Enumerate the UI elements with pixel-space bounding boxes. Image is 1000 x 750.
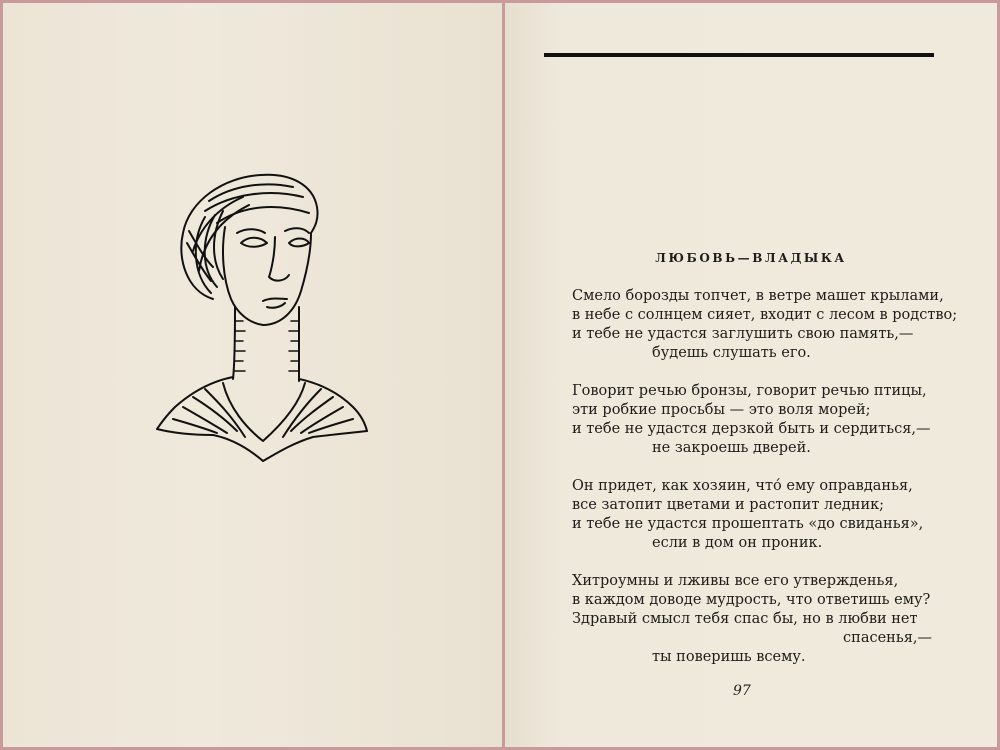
poem-line: и тебе не удастся прошептать «до свиданья»,	[572, 516, 924, 532]
stanza-2	[572, 382, 942, 458]
stanza-4	[572, 572, 942, 667]
top-rule	[544, 53, 934, 57]
portrait-illustration	[153, 171, 373, 463]
right-page	[505, 3, 997, 747]
poem-line: Он придет, как хозяин, что́ ему оправданья,	[572, 478, 913, 494]
poem-line: Говорит речью бронзы, говорит речью птицы,	[572, 383, 927, 399]
poem-line: и тебе не удастся заглушить свою память,—	[572, 326, 914, 342]
poem-line: в небе с солнцем сияет, входит с лесом в родство;	[572, 307, 958, 323]
poem-line: эти робкие просьбы — это воля морей;	[572, 402, 871, 418]
poem-line: Здравый смысл тебя спас бы, но в любви нет	[572, 611, 918, 627]
stanza-1	[572, 287, 958, 363]
poem-line: ты поверишь всему.	[652, 649, 806, 665]
poem-line: спасенья,—	[843, 630, 932, 646]
poem-line: Хитроумны и лживы все его утвержденья,	[572, 573, 899, 589]
left-page	[3, 3, 502, 747]
poem-line: и тебе не удастся дерзкой быть и сердиться,—	[572, 421, 931, 437]
poem-line: все затопит цветами и растопит ледник;	[572, 497, 885, 513]
poem-body	[572, 287, 958, 686]
stanza-3	[572, 477, 942, 553]
poem-line: Смело борозды топчет, в ветре машет крылами,	[572, 288, 944, 304]
poem-line: будешь слушать его.	[652, 345, 811, 361]
page-number: 97	[733, 683, 751, 699]
poem-line: если в дом он проник.	[652, 535, 823, 551]
poem-title: ЛЮБОВЬ—ВЛАДЫКА	[655, 251, 847, 265]
poem-line: не закроешь дверей.	[652, 440, 811, 456]
poem-line: в каждом доводе мудрость, что ответишь ему?	[572, 592, 931, 608]
